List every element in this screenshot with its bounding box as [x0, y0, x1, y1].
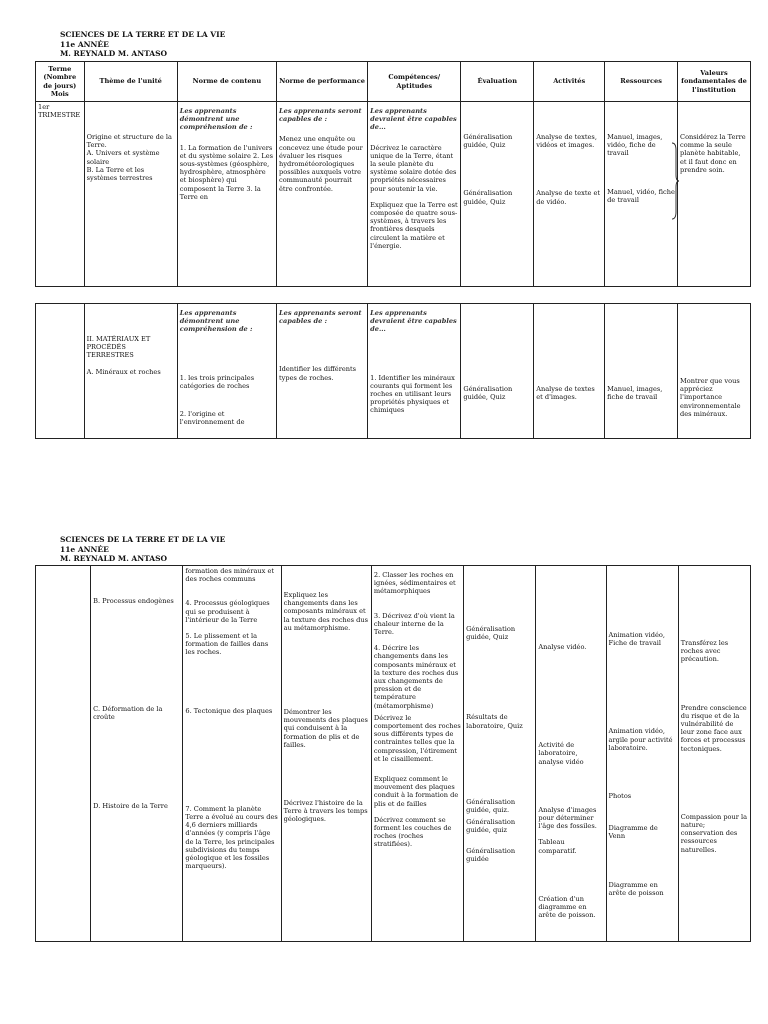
col-activites: Activités	[534, 62, 605, 102]
resource-1: Animation vidéo, Fiche de travail	[608, 631, 665, 648]
col-terme: Terme (Nombre de jours) Mois	[36, 62, 85, 102]
trimester-label: 1er TRIMESTRE	[38, 103, 81, 120]
header-grade: 11e ANNÉE	[60, 39, 109, 49]
competency-2: 2. Classer les roches en ignées, sédimentaires et métamorphiques	[373, 571, 456, 596]
evaluation-1: Généralisation guidée, Quiz	[463, 133, 513, 150]
theme-c: C. Déformation de la croûte	[93, 705, 163, 722]
competency-6: Expliquez comment le mouvement des plaques conduit à la formation de plis et de failles	[373, 775, 459, 808]
competency-5: Décrivez le comportement des roches sous différents types de contraintes telles que la compression, l'étirement et le cisaillement.	[373, 713, 461, 763]
brace-icon	[671, 142, 679, 220]
cell-ressources	[606, 566, 678, 942]
cell-activites	[534, 102, 605, 287]
cell-competences	[368, 304, 461, 439]
cell-evaluation	[461, 102, 534, 287]
cell-theme	[91, 566, 183, 942]
cell-valeurs	[678, 304, 751, 439]
cell-evaluation	[461, 304, 534, 439]
unit-theme: II. MATÉRIAUX ET PROCÉDÉS TERRESTRES	[86, 335, 151, 360]
cell-valeurs	[678, 102, 751, 287]
col-evaluation: Évaluation	[461, 62, 534, 102]
evaluation-4: Généralisation guidée, quiz	[466, 818, 516, 835]
resource-3: Photos	[608, 792, 632, 801]
resource-5: Diagramme en arête de poisson	[608, 880, 664, 897]
content-standard-2: 2. l'origine et l'environnement de	[179, 410, 245, 427]
performance-heading: Les apprenants seront capables de :	[279, 309, 362, 326]
cell-ressources	[605, 102, 678, 287]
header-subject: SCIENCES DE LA TERRE ET DE LA VIE	[60, 30, 226, 39]
content-standard: 1. La formation de l'univers et du système solaire 2. Les sous-systèmes (géosphère, hydrosphère, atmosphère et biosphère) qui composent la Terre 3. la Terre en	[179, 143, 273, 201]
content-standard-heading: Les apprenants démontrent une compréhension de :	[179, 309, 253, 334]
cell-terme	[36, 566, 91, 942]
performance-heading: Les apprenants seront capables de :	[279, 107, 362, 124]
cell-performance	[277, 304, 368, 439]
col-performance: Norme de performance	[277, 62, 368, 102]
competency-heading: Les apprenants devraient être capables de...	[370, 107, 457, 132]
cell-contenu	[183, 566, 281, 942]
competency-2: Expliquez que la Terre est composée de quatre sous-systèmes, à travers les frontières desquels circulent la matière et l'énergie.	[370, 200, 458, 250]
value-1: Transférez les roches avec précaution.	[680, 639, 729, 664]
performance-3: Décrivez l'histoire de la Terre à travers les temps géologiques.	[283, 799, 368, 824]
cell-competences	[368, 102, 461, 287]
activity-4: Tableau comparatif.	[538, 838, 577, 855]
content-standard-7: 7. Comment la planète Terre a évolué au cours des 4,6 derniers milliards d'années (y compris l'âge de la Terre, les principales subdivisions du temps géologique et les fossiles marqueurs).	[185, 804, 278, 871]
col-competences: Compétences/ Aptitudes	[368, 62, 461, 102]
curriculum-table-2	[35, 303, 751, 439]
content-standard-4: 4. Processus géologiques qui se produisent à l'intérieur de la Terre	[185, 599, 270, 624]
col-theme: Thème de l'unité	[84, 62, 177, 102]
activity: Analyse de textes et d'images.	[536, 385, 595, 402]
value-2: Prendre conscience du risque et de la vulnérabilité de leur zone face aux forces et processus tectoniques.	[680, 703, 747, 753]
table-row	[36, 102, 751, 287]
value-3: Compassion pour la nature; conservation des ressources naturelles.	[680, 812, 748, 854]
cell-contenu	[177, 304, 276, 439]
evaluation-2: Généralisation guidée, Quiz	[463, 189, 513, 206]
resource: Manuel, images, fiche de travail	[607, 385, 663, 402]
competency-heading: Les apprenants devraient être capables de...	[370, 309, 457, 334]
performance-2: Démontrer les mouvements des plaques qui conduisent à la formation de plis et de failles.	[283, 708, 368, 749]
cell-terme	[36, 102, 85, 287]
cell-competences	[371, 566, 463, 942]
table-row	[36, 304, 751, 439]
performance-1: Expliquez les changements dans les composants minéraux et la texture des roches dus au métamorphisme.	[283, 591, 369, 632]
page-header-2	[60, 535, 225, 564]
content-standard-heading: Les apprenants démontrent une compréhension de :	[179, 107, 253, 132]
unit-theme: Origine et structure de la Terre. A. Univers et système solaire B. La Terre et les systèmes terrestres	[86, 133, 172, 183]
col-valeurs: Valeurs fondamentales de l'institution	[678, 62, 751, 102]
cell-contenu	[177, 102, 276, 287]
competency-1: Décrivez le caractère unique de la Terre, étant la seule planète du système solaire dotée des propriétés nécessaires pour soutenir la vie.	[370, 143, 457, 193]
evaluation-5: Généralisation guidée	[466, 846, 516, 863]
evaluation-1: Généralisation guidée, Quiz	[466, 625, 516, 642]
curriculum-table-1	[35, 61, 751, 287]
cell-theme	[84, 102, 177, 287]
activity-5: Création d'un diagramme en arête de poisson.	[538, 894, 596, 920]
evaluation-2: Résultats de laboratoire, Quiz	[466, 713, 523, 730]
page-header-1	[60, 30, 225, 59]
resource-2: Animation vidéo, argile pour activité laboratoire.	[608, 727, 673, 752]
performance-standard: Menez une enquête ou concevez une étude pour évaluer les risques hydrométéorologiques possibles auxquels votre communauté pourrait être confrontée.	[279, 135, 363, 193]
evaluation-3: Généralisation guidée, quiz.	[466, 797, 516, 815]
cell-activites	[534, 304, 605, 439]
header-teacher: M. REYNALD M. ANTASO	[60, 49, 168, 58]
cell-performance	[277, 102, 368, 287]
cell-activites	[536, 566, 606, 942]
competency-1: 1. Identifier les minéraux courants qui forment les roches en utilisant leurs propriétés physiques et chimiques	[370, 373, 455, 415]
theme-b: B. Processus endogènes	[93, 597, 174, 605]
performance-standard: Identifier les différents types de roches.	[279, 365, 357, 382]
cell-ressources	[605, 304, 678, 439]
cell-evaluation	[464, 566, 536, 942]
header-subject: SCIENCES DE LA TERRE ET DE LA VIE	[60, 535, 226, 544]
activity-2: Activité de laboratoire, analyse vidéo	[538, 741, 584, 766]
cell-performance	[281, 566, 371, 942]
cell-terme	[36, 304, 85, 439]
activity-1: Analyse vidéo.	[538, 643, 587, 651]
activity-2: Analyse de texte et de vidéo.	[536, 189, 601, 206]
content-standard-6: 6. Tectonique des plaques	[185, 706, 273, 715]
content-standard-1: 1. les trois principales catégories de roches	[179, 373, 255, 390]
competency-4: 4. Décrire les changements dans les composants minéraux et la texture des roches dus aux changements de pression et de température (métamorphisme)	[373, 644, 459, 710]
header-grade: 11e ANNÉE	[60, 544, 109, 554]
cell-theme	[84, 304, 177, 439]
col-contenu: Norme de contenu	[177, 62, 276, 102]
table-row	[36, 566, 751, 942]
resource-1: Manuel, images, vidéo, fiche de travail	[607, 133, 663, 158]
header-teacher: M. REYNALD M. ANTASO	[60, 554, 168, 563]
cell-valeurs	[678, 566, 750, 942]
unit-subtheme: A. Minéraux et roches	[86, 367, 161, 376]
resource-2: Manuel, vidéo, fiche de travail	[607, 187, 675, 204]
content-standard-0: formation des minéraux et des roches communs	[185, 567, 275, 584]
col-ressources: Ressources	[605, 62, 678, 102]
competency-3: 3. Décrivez d'où vient la chaleur interne de la Terre.	[373, 611, 455, 637]
competency-7: Décrivez comment se forment les couches de roches (roches stratifiées).	[373, 815, 452, 849]
core-value: Montrer que vous appréciez l'importance environnementale des minéraux.	[680, 377, 741, 418]
content-standard-5: 5. Le plissement et la formation de failles dans les roches.	[185, 632, 269, 657]
activity-3: Analyse d'images pour déterminer l'âge des fossiles.	[538, 805, 597, 831]
theme-d: D. Histoire de la Terre	[93, 801, 168, 810]
resource-4: Diagramme de Venn	[608, 824, 658, 841]
curriculum-table-3	[35, 565, 751, 942]
core-value: Considérez la Terre comme la seule planète habitable, et il faut donc en prendre soin.	[680, 133, 746, 174]
activity-1: Analyse de textes, vidéos et images.	[536, 133, 597, 150]
header-row	[36, 62, 751, 102]
evaluation: Généralisation guidée, Quiz	[463, 385, 513, 402]
